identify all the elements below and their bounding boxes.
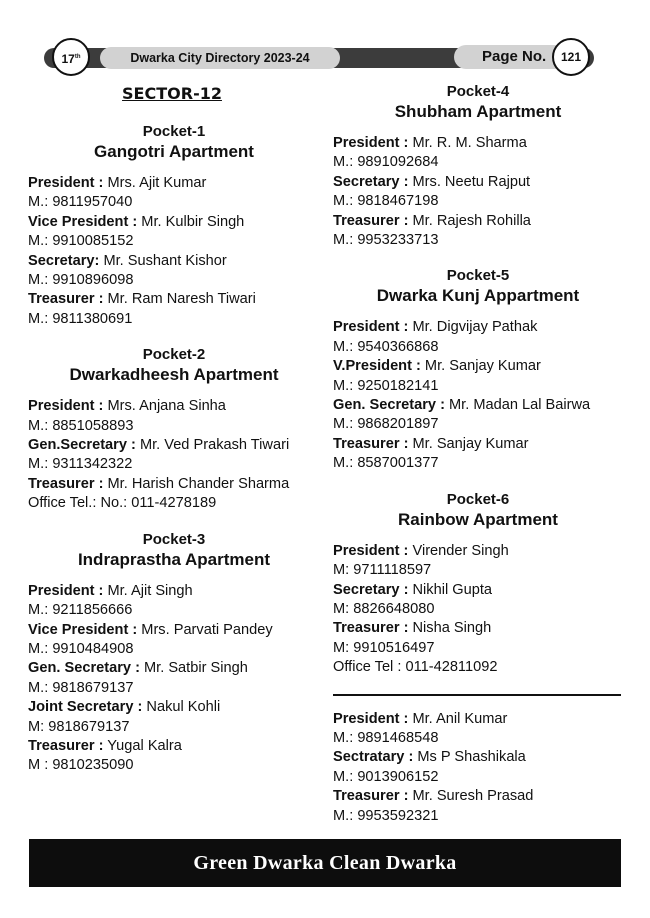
contact-detail: Mr. Sanjay Kumar	[408, 435, 529, 452]
contact-detail: Mrs. Parvati Pandey	[137, 621, 273, 638]
contact-line	[28, 252, 320, 271]
left-column	[28, 82, 320, 792]
contact-role: Treasurer :	[28, 475, 104, 492]
contact-detail: M.: 9540366868	[333, 338, 439, 355]
contact-detail: Mr. Madan Lal Bairwa	[444, 397, 591, 414]
contact-role: President :	[333, 135, 409, 151]
contact-detail: M.: 8587001377	[333, 455, 439, 472]
contact-detail: M.: 9868201897	[333, 416, 439, 433]
page-header	[22, 38, 628, 76]
contact-detail: Mr. Digvijay Pathak	[408, 319, 538, 336]
footer-banner: Green Dwarka Clean Dwarka	[29, 839, 621, 887]
contact-detail: M: 9711118597	[333, 562, 432, 579]
right-pocket-list	[333, 82, 623, 678]
apartment-name: Gangotri Apartment	[94, 142, 254, 161]
contact-detail: M.: 9891092684	[333, 154, 439, 171]
contact-line	[333, 748, 623, 767]
contact-detail: M.: 9953233713	[333, 232, 439, 249]
contact-line	[333, 581, 623, 600]
contact-detail: M.: 9910484908	[28, 640, 134, 657]
contact-line	[28, 582, 320, 601]
contact-detail: Virender Singh	[408, 542, 509, 559]
contact-line	[28, 232, 320, 251]
pocket-heading: Pocket-6	[446, 490, 510, 508]
contact-line	[28, 601, 320, 620]
contact-line	[28, 756, 320, 775]
contact-line	[28, 640, 320, 659]
contact-line	[333, 729, 623, 748]
contact-detail: M.: 9811957040	[28, 194, 133, 211]
contact-line	[333, 787, 623, 806]
contact-detail: M.: 9953592321	[333, 807, 439, 824]
apartment-name: Dwarka Kunj Appartment	[376, 286, 580, 306]
contact-detail: Mrs. Anjana Sinha	[103, 398, 226, 415]
contact-detail: Mr. Ram Naresh Tiwari	[103, 291, 256, 308]
contact-role: President :	[28, 582, 104, 599]
contact-line	[333, 396, 623, 415]
contact-line	[333, 173, 623, 192]
contact-line	[333, 768, 623, 787]
contact-line	[28, 310, 320, 329]
contact-detail: Mr. Rajesh Rohilla	[408, 212, 531, 229]
contact-detail: Mr. R. M. Sharma	[408, 135, 527, 151]
contact-role: President :	[28, 175, 104, 191]
contact-line	[333, 377, 623, 396]
pocket-section	[333, 266, 623, 473]
contact-role: Gen.Secretary :	[28, 437, 136, 454]
edition-suffix: th	[74, 54, 81, 60]
right-column	[333, 82, 623, 826]
contact-role: Secretary :	[333, 173, 409, 190]
pocket-heading: Pocket-3	[142, 530, 206, 548]
contact-detail: Mr. Ved Prakash Tiwari	[135, 437, 290, 454]
pocket-section	[28, 530, 320, 776]
contact-line	[333, 600, 623, 619]
contact-role: Treasurer :	[333, 435, 409, 452]
contact-role: President :	[333, 542, 409, 559]
contact-line	[333, 318, 623, 337]
contact-line	[333, 619, 623, 638]
contact-line	[333, 231, 623, 250]
apartment-name: Indraprastha Apartment	[77, 549, 271, 569]
contact-detail: M: 9910516497	[333, 639, 435, 656]
contact-line	[28, 659, 320, 678]
contact-line	[28, 679, 320, 698]
contact-role: Treasurer :	[28, 291, 104, 308]
contact-detail: M.: 9910085152	[28, 233, 134, 250]
contact-line	[28, 475, 320, 494]
contact-line	[28, 290, 320, 309]
contact-line	[333, 338, 623, 357]
contact-line	[28, 718, 320, 737]
contact-role: Treasurer :	[333, 620, 409, 637]
contact-line	[333, 454, 623, 473]
contact-line	[333, 415, 623, 434]
page-label: Page No.	[454, 45, 578, 69]
edition-badge	[52, 38, 90, 76]
contact-detail: M: 8826648080	[333, 600, 435, 617]
pocket-section	[333, 82, 623, 250]
page-number-badge: 121	[552, 38, 590, 76]
contact-detail: M.: 9891468548	[333, 729, 439, 746]
contact-role: Gen. Secretary :	[28, 660, 140, 677]
contact-detail: Mr. Suresh Prasad	[408, 788, 534, 805]
contact-line	[28, 455, 320, 474]
contact-detail: M.: 9910896098	[28, 272, 134, 289]
contact-line	[333, 435, 623, 454]
extra-contact-block	[333, 710, 623, 826]
contact-line	[333, 212, 623, 231]
contact-detail: M.: 9311342322	[28, 456, 133, 473]
contact-detail: Mr. Sushant Kishor	[99, 252, 227, 269]
contact-detail: Mr. Kulbir Singh	[137, 213, 245, 230]
contact-line	[333, 192, 623, 211]
contact-role: Treasurer :	[28, 737, 104, 754]
contact-detail: Nikhil Gupta	[408, 581, 492, 598]
contact-role: Vice President :	[28, 621, 138, 638]
contact-role: President :	[333, 710, 409, 727]
left-pocket-list	[28, 122, 320, 776]
contact-detail: Yugal Kalra	[103, 737, 182, 754]
contact-line	[28, 174, 320, 193]
contact-line	[28, 397, 320, 416]
contact-line	[28, 621, 320, 640]
directory-title: Dwarka City Directory 2023-24	[100, 47, 340, 69]
contact-detail: Office Tel : 011-42811092	[333, 659, 498, 676]
contact-detail: M.: 9013906152	[333, 768, 439, 785]
contact-role: Treasurer :	[333, 788, 409, 805]
contact-line	[28, 698, 320, 717]
contact-role: Secretary:	[28, 252, 100, 269]
apartment-name: Rainbow Apartment	[398, 509, 558, 529]
contact-detail: Nakul Kohli	[142, 699, 221, 716]
contact-role: Vice President :	[28, 213, 138, 230]
contact-role: V.President :	[333, 358, 421, 375]
contact-detail: Mrs. Neetu Rajput	[408, 173, 531, 190]
apartment-name: Dwarkadheesh Apartment	[69, 365, 279, 385]
pocket-section	[28, 345, 320, 513]
contact-detail: Mr. Satbir Singh	[139, 660, 248, 677]
contact-role: Treasurer :	[333, 212, 409, 229]
contact-detail: Ms P Shashikala	[413, 749, 526, 766]
contact-detail: Office Tel.: No.: 011-4278189	[28, 495, 217, 512]
contact-role: President :	[333, 319, 409, 336]
contact-line	[333, 134, 623, 153]
pocket-heading: Pocket-1	[142, 123, 206, 140]
contact-role: Gen. Secretary :	[333, 397, 445, 414]
contact-detail: Mr. Harish Chander Sharma	[103, 475, 290, 492]
contact-detail: M.: 9211856666	[28, 602, 133, 619]
contact-detail: M.: 9818467198	[333, 193, 439, 210]
contact-detail: Mrs. Ajit Kumar	[103, 175, 207, 191]
contact-detail: Nisha Singh	[408, 620, 492, 637]
contact-line	[333, 807, 623, 826]
contact-line	[28, 213, 320, 232]
contact-line	[333, 658, 623, 677]
contact-line	[28, 193, 320, 212]
contact-detail: M: 9818679137	[28, 718, 130, 735]
contact-line	[28, 436, 320, 455]
contact-detail: Mr. Anil Kumar	[408, 710, 508, 727]
apartment-name: Shubham Apartment	[394, 102, 562, 121]
pocket-section	[333, 490, 623, 678]
contact-line	[333, 357, 623, 376]
contact-role: Secretary :	[333, 581, 409, 598]
pocket-section	[28, 122, 320, 329]
contact-line	[28, 271, 320, 290]
contact-line	[333, 153, 623, 172]
pocket-heading: Pocket-5	[446, 267, 510, 285]
contact-detail: M.: 9250182141	[333, 377, 439, 394]
contact-line	[333, 561, 623, 580]
contact-line	[333, 639, 623, 658]
contact-detail: Mr. Sanjay Kumar	[420, 358, 541, 375]
contact-line	[28, 737, 320, 756]
pocket-heading: Pocket-2	[142, 346, 206, 364]
sector-title: SECTOR-12	[122, 84, 222, 103]
contact-role: Joint Secretary :	[28, 699, 143, 716]
contact-role: Sectratary :	[333, 749, 414, 766]
contact-detail: M : 9810235090	[28, 757, 134, 774]
pocket-heading: Pocket-4	[446, 83, 510, 100]
edition-number: 17	[61, 52, 75, 66]
contact-line	[333, 542, 623, 561]
contact-detail: Mr. Ajit Singh	[103, 582, 193, 599]
contact-line	[333, 710, 623, 729]
contact-line	[28, 417, 320, 436]
contact-detail: M.: 8851058893	[28, 417, 134, 434]
section-divider	[333, 694, 621, 696]
contact-detail: M.: 9818679137	[28, 679, 134, 696]
contact-line	[28, 494, 320, 513]
contact-role: President :	[28, 398, 104, 415]
contact-detail: M.: 9811380691	[28, 310, 133, 327]
